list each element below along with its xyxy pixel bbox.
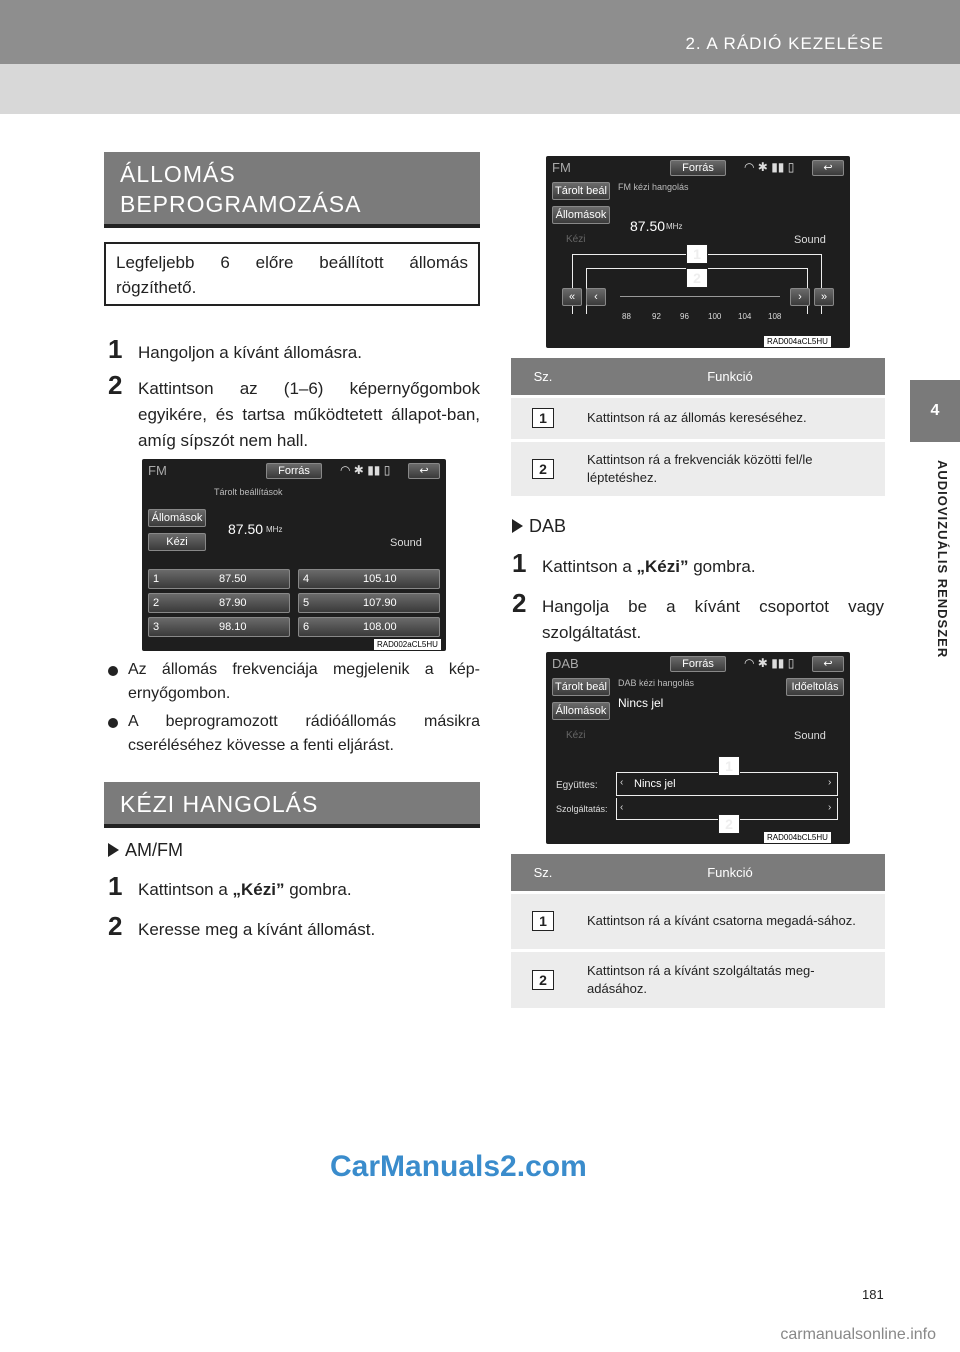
table-header: Funkció (575, 854, 885, 892)
stored-settings-label: Tárolt beállítások (214, 487, 283, 497)
callout-2: 2 (718, 814, 740, 834)
signal-status: Nincs jel (618, 696, 664, 710)
scale-tick: 88 (622, 312, 631, 321)
bullet-icon (108, 666, 118, 676)
manual-button[interactable]: Kézi (148, 533, 206, 551)
preset-button-2[interactable] (148, 593, 290, 613)
row-number: 1 (532, 911, 554, 931)
screenshot-dab-manual (546, 652, 850, 844)
step-2 (512, 588, 884, 646)
preset-frequency: 98.10 (219, 621, 247, 633)
section-title-line1: ÁLLOMÁS (120, 161, 236, 187)
scale-tick: 92 (652, 312, 661, 321)
table-cell-number (511, 892, 575, 950)
bullet-item (108, 710, 480, 758)
source-button[interactable]: Forrás (670, 656, 726, 672)
table-row (511, 892, 885, 950)
screenshot-preset (142, 459, 446, 651)
row-number: 1 (532, 408, 554, 428)
step-text (512, 554, 884, 580)
frequency-display: 87.50 (630, 218, 666, 234)
subheading-amfm (108, 840, 183, 861)
status-icons: ◠ ✱ ▮▮ ▯ (744, 656, 795, 670)
scale-tick: 104 (738, 312, 752, 321)
callout-2: 2 (686, 268, 708, 288)
step-number: 2 (108, 911, 123, 941)
mode-label: FM (552, 160, 571, 175)
service-next-icon[interactable]: › (828, 802, 832, 813)
step-text-post: gombra. (284, 880, 352, 899)
preset-index: 4 (303, 573, 310, 585)
scale-tick: 96 (680, 312, 689, 321)
preset-frequency: 108.00 (363, 621, 397, 633)
seek-down-icon[interactable]: « (562, 288, 582, 306)
source-button[interactable]: Forrás (266, 463, 322, 479)
preset-button-3[interactable] (148, 617, 290, 637)
preset-button-5[interactable] (298, 593, 440, 613)
back-icon[interactable]: ↩ (812, 656, 844, 672)
stations-button[interactable]: Állomások (148, 509, 206, 527)
preset-frequency: 107.90 (363, 597, 397, 609)
step-2 (108, 370, 480, 454)
mode-label: DAB (552, 656, 579, 671)
sound-button[interactable]: Sound (794, 234, 826, 246)
preset-index: 1 (153, 573, 160, 585)
stations-button[interactable]: Állomások (552, 206, 610, 224)
scale-tick: 108 (768, 312, 782, 321)
subheading-dab (512, 516, 566, 537)
step-down-icon[interactable]: ‹ (586, 288, 606, 306)
preset-index: 3 (153, 621, 160, 633)
preset-frequency: 87.90 (219, 597, 247, 609)
status-icons: ◠ ✱ ▮▮ ▯ (340, 463, 391, 477)
table-header-row (511, 358, 885, 396)
step-up-icon[interactable]: › (790, 288, 810, 306)
ensemble-next-icon[interactable]: › (828, 777, 832, 788)
service-label: Szolgáltatás: (556, 804, 608, 814)
bullet-item (108, 658, 480, 706)
step-text-bold: „Kézi” (232, 880, 285, 899)
manual-tuning-title: DAB kézi hangolás (618, 678, 695, 688)
row-number: 2 (532, 459, 554, 479)
table-row (511, 396, 885, 440)
preset-frequency: 87.50 (219, 573, 247, 585)
service-prev-icon[interactable]: ‹ (620, 802, 624, 813)
preset-index: 6 (303, 621, 310, 633)
table-cell-text: Kattintson rá a kívánt szolgáltatás meg-adásához. (575, 950, 885, 1008)
chapter-tab: 4 (910, 380, 960, 442)
ensemble-label: Együttes: (556, 780, 598, 791)
step-text: Hangoljon a kívánt állomásra. (138, 343, 362, 362)
sound-button[interactable]: Sound (390, 537, 422, 549)
screenshot-fm-manual (546, 156, 850, 348)
preset-button-1[interactable] (148, 569, 290, 589)
table-row (511, 950, 885, 1008)
table-cell-text: Kattintson rá a frekvenciák közötti fel/le léptetéshez. (575, 440, 885, 496)
preset-frequency: 105.10 (363, 573, 397, 585)
stored-button[interactable]: Tárolt beál (552, 678, 610, 696)
step-text-pre: Kattintson a (542, 557, 637, 576)
back-icon[interactable]: ↩ (408, 463, 440, 479)
table-cell-text: Kattintson rá a kívánt csatorna megadá-sához. (575, 892, 885, 950)
arrow-icon (108, 843, 119, 857)
step-text-pre: Kattintson a (138, 880, 233, 899)
manual-button[interactable]: Kézi (566, 234, 586, 245)
step-2 (108, 911, 480, 943)
preset-button-6[interactable] (298, 617, 440, 637)
table-header: Funkció (575, 358, 885, 396)
header-subbar (0, 64, 960, 114)
source-button[interactable]: Forrás (670, 160, 726, 176)
scale-tick: 100 (708, 312, 722, 321)
timeshift-button[interactable]: Időeltolás (786, 678, 844, 696)
frequency-unit: MHz (666, 222, 683, 231)
step-text: Hangolja be a kívánt csoportot vagy szolgáltatást. (542, 597, 884, 642)
step-text-post: gombra. (688, 557, 756, 576)
step-number: 1 (108, 334, 123, 364)
image-code: RAD004aCL5HU (764, 336, 831, 347)
step-number: 1 (108, 871, 123, 901)
callout-1: 1 (686, 244, 708, 264)
table-header: Sz. (511, 358, 575, 396)
note-box: Legfeljebb 6 előre beállított állomás rögzíthető. (104, 242, 480, 306)
back-icon[interactable]: ↩ (812, 160, 844, 176)
function-table-dab (511, 854, 885, 1008)
section-heading-preset (104, 152, 480, 228)
stored-button[interactable]: Tárolt beál (552, 182, 610, 200)
step-1 (108, 334, 480, 366)
status-icons: ◠ ✱ ▮▮ ▯ (744, 160, 795, 174)
header-title: 2. A RÁDIÓ KEZELÉSE (685, 34, 884, 53)
ensemble-prev-icon[interactable]: ‹ (620, 777, 624, 788)
step-1 (512, 548, 884, 580)
preset-index: 5 (303, 597, 310, 609)
subheading-label: DAB (529, 516, 567, 536)
tuning-scale (620, 296, 780, 297)
footer-watermark: carmanualsonline.info (780, 1326, 936, 1343)
chapter-label: AUDIOVIZUÁLIS RENDSZER (935, 460, 950, 659)
step-number: 2 (108, 370, 123, 400)
step-text: Kattintson az (1–6) képernyőgombok egyikére, és tartsa működtetett állapot-ban, amíg sípszót nem hall. (138, 379, 480, 450)
bullet-text: Az állomás frekvenciája megjelenik a kép-ernyőgombon. (128, 661, 480, 702)
preset-index: 2 (153, 597, 160, 609)
table-header-row (511, 854, 885, 892)
step-number: 1 (512, 548, 527, 578)
frequency-display: 87.50 (228, 521, 264, 537)
subheading-label: AM/FM (125, 840, 183, 860)
table-row (511, 440, 885, 496)
step-1 (108, 871, 480, 903)
table-cell-number (511, 396, 575, 440)
image-code: RAD004bCL5HU (764, 832, 831, 843)
step-text (108, 877, 480, 903)
manual-button[interactable]: Kézi (566, 730, 586, 741)
bullet-icon (108, 718, 118, 728)
bullet-text: A beprogramozott rádióállomás másikra cseréléséhez kövesse a fenti eljárást. (128, 713, 480, 754)
table-cell-text: Kattintson rá az állomás kereséséhez. (575, 396, 885, 440)
row-number: 2 (532, 970, 554, 990)
stations-button[interactable]: Állomások (552, 702, 610, 720)
arrow-icon (512, 519, 523, 533)
mode-label: FM (148, 463, 167, 478)
frequency-unit: MHz (266, 525, 283, 534)
sound-button[interactable]: Sound (794, 730, 826, 742)
watermark: CarManuals2.com (330, 1150, 587, 1183)
page-number: 181 (862, 1287, 884, 1302)
step-text: Keresse meg a kívánt állomást. (138, 920, 376, 939)
manual-tuning-title: FM kézi hangolás (618, 182, 689, 192)
table-cell-number (511, 950, 575, 1008)
step-number: 2 (512, 588, 527, 618)
function-table-fm (511, 358, 885, 496)
image-code: RAD002aCL5HU (374, 639, 441, 650)
section-title-line2: BEPROGRAMOZÁSA (120, 191, 362, 217)
step-text-bold: „Kézi” (636, 557, 689, 576)
section-heading-manual: KÉZI HANGOLÁS (104, 782, 480, 828)
table-header: Sz. (511, 854, 575, 892)
table-cell-number (511, 440, 575, 496)
callout-1: 1 (718, 756, 740, 776)
ensemble-value: Nincs jel (634, 778, 676, 790)
header-bar (0, 0, 960, 64)
seek-up-icon[interactable]: » (814, 288, 834, 306)
preset-button-4[interactable] (298, 569, 440, 589)
